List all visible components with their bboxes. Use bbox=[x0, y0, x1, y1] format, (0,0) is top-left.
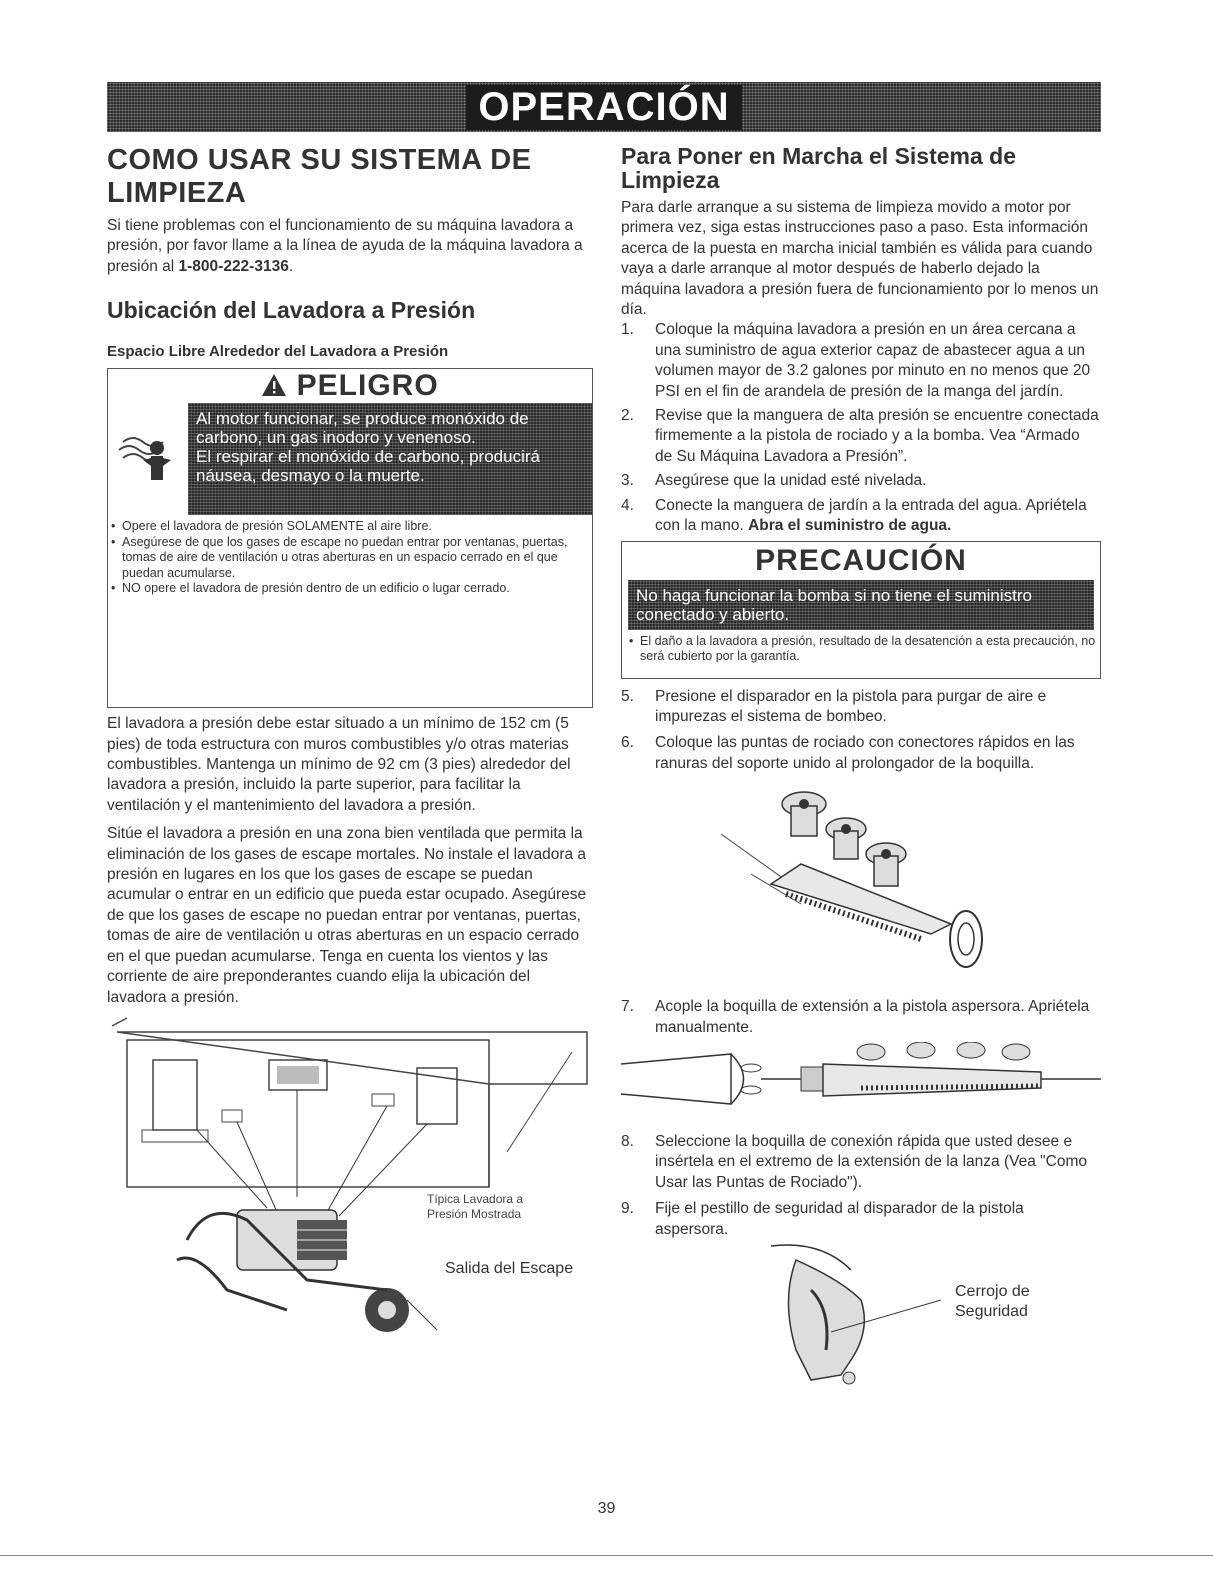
step-text: Coloque la máquina lavadora a presión en un área cercana a una suministro de agua exterior capaz de abastecer agua a un volumen mayor de 3.2 galones por minuto en no menos que 20 PSI en el fin de arandela de presión de la manga del jardín. bbox=[655, 321, 1091, 400]
step-number: 9. bbox=[621, 1200, 634, 1218]
left-heading-line2: LIMPIEZA bbox=[107, 177, 247, 209]
danger-hazard-row bbox=[108, 403, 592, 515]
latch-label bbox=[955, 1282, 1030, 1322]
danger-hazard-text-1: Al motor funcionar, se produce monóxido de carbono, un gas inodoro y venenoso. bbox=[196, 409, 529, 448]
danger-bullet: • NO opere el lavadora de presión dentro de un edificio o lugar cerrado. bbox=[108, 581, 592, 597]
latch-label-line1: Cerrojo de bbox=[955, 1282, 1030, 1300]
clearance-heading: Espacio Libre Alrededor del Lavadora a Presión bbox=[107, 343, 449, 361]
left-column bbox=[107, 144, 593, 1332]
left-intro-end: . bbox=[288, 257, 294, 275]
step-text: Presione el disparador en la pistola para purgar de aire e impurezas el sistema de bombeo. bbox=[655, 687, 1047, 725]
step-number: 8. bbox=[621, 1132, 634, 1150]
figure-caption-line2: Presión Mostrada bbox=[427, 1206, 522, 1221]
danger-title-row bbox=[108, 369, 592, 403]
step-text: Coloque las puntas de rociado con conectores rápidos en las ranuras del soporte unido al prolongador de la boquilla. bbox=[655, 734, 1075, 772]
step-number: 5. bbox=[621, 687, 634, 705]
step-item bbox=[621, 687, 1101, 728]
poison-gas-icon bbox=[108, 403, 188, 515]
step-text: Fije el pestillo de seguridad al disparador de la pistola aspersora. bbox=[655, 1200, 1024, 1238]
caution-hazard-panel bbox=[628, 580, 1094, 630]
step-item bbox=[621, 997, 1101, 1038]
danger-box bbox=[107, 368, 593, 708]
step-item bbox=[621, 733, 1101, 774]
caution-bullet: • El daño a la lavadora a presión, resultado de la desatención a esta precaución, no será cubierto por la garantía. bbox=[626, 634, 1100, 665]
extension-illustration bbox=[621, 1042, 1101, 1122]
startup-intro: Para darle arranque a su sistema de limpieza movido a motor por primera vez, siga estas instrucciones paso a paso. Esta información acerca de la puesta en marcha inicial también es válida para cuando vaya a darle arranque al motor después de haberlo dejado la máquina lavadora a presión fuera de funcionamiento por lo menos un día. bbox=[621, 199, 1099, 319]
danger-title: PELIGRO bbox=[296, 369, 439, 403]
danger-bullet-list bbox=[108, 519, 592, 597]
nozzle-holder-figure bbox=[621, 774, 1101, 989]
step-item bbox=[621, 320, 1101, 402]
exhaust-label: Salida del Escape bbox=[445, 1259, 574, 1277]
figure-caption-line1: Típica Lavadora a bbox=[427, 1191, 524, 1206]
hotline-number: 1-800-222-3136 bbox=[178, 257, 289, 275]
step-number: 3. bbox=[621, 472, 634, 490]
page-number: 39 bbox=[597, 1500, 616, 1517]
latch-label-line2: Seguridad bbox=[955, 1302, 1028, 1320]
step-number: 7. bbox=[621, 998, 634, 1016]
caution-bullet-list bbox=[626, 634, 1100, 665]
left-intro-text: Si tiene problemas con el funcionamiento de su máquina lavadora a presión, por favor llame a la línea de ayuda de la máquina lavadora a presión al bbox=[107, 217, 583, 275]
startup-heading-line1: Para Poner en Marcha el Sistema de bbox=[621, 143, 1017, 169]
step-item bbox=[621, 1199, 1101, 1240]
startup-heading bbox=[621, 144, 1101, 192]
step-number: 4. bbox=[621, 496, 634, 514]
danger-hazard-panel bbox=[188, 403, 592, 515]
step-item bbox=[621, 406, 1101, 467]
steps-list-7 bbox=[621, 997, 1101, 1038]
step-text-bold: Abra el suministro de agua. bbox=[748, 517, 952, 535]
right-column bbox=[621, 144, 1101, 1390]
step-text: Conecte la manguera de jardín a la entrada del agua. Apriétela con la mano. bbox=[655, 496, 1087, 535]
nozzle-holder-illustration bbox=[621, 774, 1101, 989]
caution-box bbox=[621, 541, 1101, 679]
left-heading-line1: COMO USAR SU SISTEMA DE bbox=[107, 144, 532, 176]
step-text: Seleccione la boquilla de conexión rápida que usted desee e insértela en el extremo de la extensión de la lanza (Vea "Como Usar las Puntas de Rociado"). bbox=[655, 1132, 1088, 1191]
step-number: 2. bbox=[621, 407, 634, 425]
figure-caption bbox=[427, 1192, 523, 1222]
step-item bbox=[621, 496, 1101, 537]
ventilation-paragraph: Sitúe el lavadora a presión en una zona bien ventilada que permita la eliminación de los gases de escape mortales. No instale el lavadora a presión en lugares en los que los gases de escape se puedan acumular o entrar en un edificio que pueda estar ocupado. Asegúrese de que los gases de escape no puedan entrar por ventanas, puertas, tomas de aire de ventilación u otras aberturas en un espacio cerrado en el que puedan acumularse. Tenga en cuenta los vientos y las corriente de aire preponderantes cuando elija la ubicación del lavadora a presión. bbox=[107, 825, 587, 1006]
left-intro bbox=[107, 216, 593, 277]
danger-bullet: • Asegúrese de que los gases de escape no puedan entrar por ventanas, puertas, tomas de aire de ventilación u otras aberturas en un espacio cerrado en el que puedan acumularse. bbox=[108, 535, 592, 582]
danger-bullet: • Opere el lavadora de presión SOLAMENTE al aire libre. bbox=[108, 519, 592, 535]
step-number: 1. bbox=[621, 321, 634, 339]
step-item bbox=[621, 471, 1101, 491]
step-text: Acople la boquilla de extensión a la pistola aspersora. Apriétela manualmente. bbox=[655, 998, 1090, 1036]
startup-heading-line2: Limpieza bbox=[621, 167, 720, 193]
left-heading bbox=[107, 144, 593, 210]
page-bottom-rule bbox=[0, 1555, 1213, 1556]
steps-list-a bbox=[621, 320, 1101, 536]
caution-title: PRECAUCIÓN bbox=[755, 543, 967, 577]
caution-hazard-text: No haga funcionar la bomba si no tiene el suministro conectado y abierto. bbox=[636, 585, 1032, 624]
step-text: Asegúrese que la unidad esté nivelada. bbox=[655, 472, 927, 490]
step-text: Revise que la manguera de alta presión se encuentre conectada firmemente a la pistola de rociado y a la bomba. Vea “Armado de Su Máquina Lavadora a Presión”. bbox=[655, 407, 1099, 465]
banner-title: OPERACIÓN bbox=[466, 85, 741, 130]
step-number: 6. bbox=[621, 734, 634, 752]
warning-triangle-icon bbox=[261, 373, 287, 397]
extension-figure bbox=[621, 1042, 1101, 1122]
location-heading: Ubicación del Lavadora a Presión bbox=[107, 297, 476, 324]
steps-list-c bbox=[621, 1132, 1101, 1240]
section-banner bbox=[107, 82, 1101, 132]
clearance-paragraph: El lavadora a presión debe estar situado a un mínimo de 152 cm (5 pies) de toda estructura con muros combustibles y/o otras materias combustibles. Mantenga un mínimo de 92 cm (3 pies) alrededor del lavadora a presión, incluido la parte superior, para facilitar la ventilación y el mantenimiento del lavadora a presión. bbox=[107, 715, 571, 814]
danger-hazard-text-2: El respirar el monóxido de carbono, producirá náusea, desmayo o la muerte. bbox=[196, 447, 540, 486]
house-figure bbox=[107, 1012, 593, 1332]
steps-list-b bbox=[621, 687, 1101, 775]
house-illustration bbox=[107, 1012, 593, 1332]
safety-latch-figure bbox=[621, 1240, 1101, 1390]
step-item bbox=[621, 1132, 1101, 1193]
